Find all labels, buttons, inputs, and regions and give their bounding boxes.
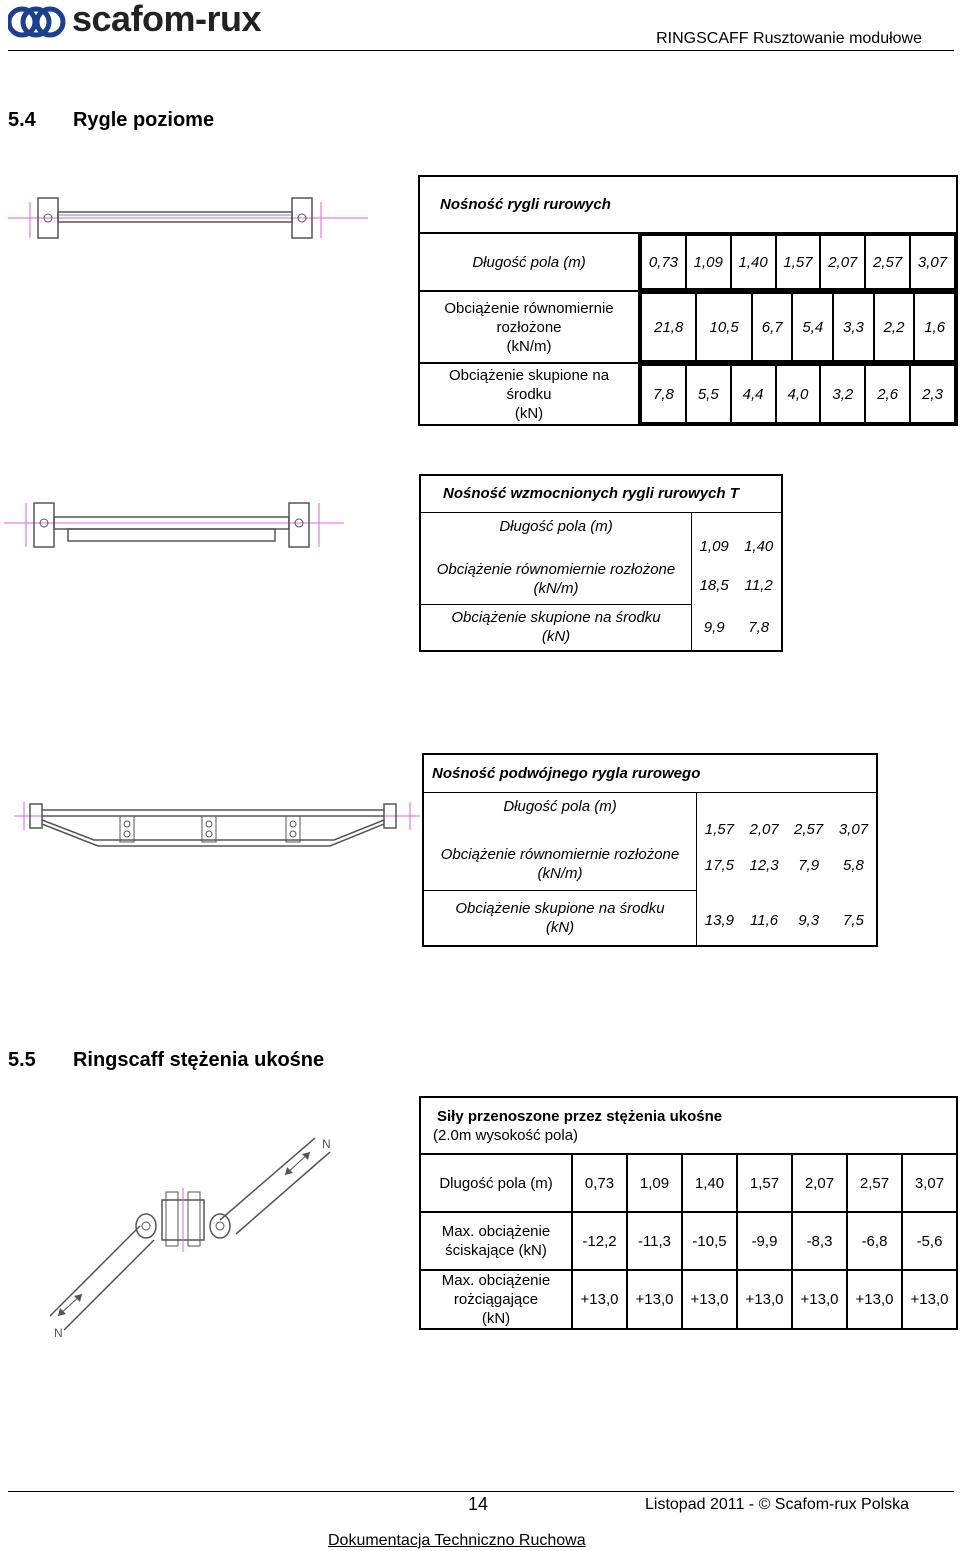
uniform-cell: 2,2 [874,293,915,361]
section-5-5-heading [8,1049,324,1072]
compress-cell: -9,9 [737,1212,792,1270]
row-label-point: Obciążenie skupione na środku (kN) [419,363,639,425]
row-label-length: Długość pola (m) [423,792,697,838]
table-title: Siły przenoszone przez stężenia ukośne [437,1107,723,1125]
double-ledger-drawing [14,800,420,860]
compress-cell: -6,8 [847,1212,902,1270]
row-label-tension: Max. obciążenie rożciągające (kN) [420,1270,572,1329]
tension-cell: +13,0 [792,1270,847,1329]
length-cell: 0,73 [572,1154,627,1212]
row-label-length: Dlugość pola (m) [420,1154,572,1212]
table-title: Nośność wzmocnionych rygli rurowych T [420,475,782,512]
point-cell: 4,4 [731,365,776,423]
logo-rings-icon [8,2,68,42]
uniform-cell: 1,6 [914,293,955,361]
length-cell: 2,07 [820,235,865,289]
table-title: Nośność podwójnego rygla rurowego [423,754,877,792]
tension-cell: +13,0 [737,1270,792,1329]
point-cell: 7,8 [748,618,770,636]
doc-link[interactable]: Dokumentacja Techniczno Ruchowa [328,1532,586,1549]
length-cell: 2,57 [847,1154,902,1212]
reinforced-ledger-table [419,474,783,652]
row-label-uniform: Obciążenie równomiernie rozłożone (kN/m) [423,838,697,890]
page-number: 14 [468,1494,489,1514]
uniform-cell: 11,2 [744,577,773,594]
compress-cell: -5,6 [902,1212,957,1270]
tension-cell: +13,0 [627,1270,682,1329]
length-cell: 3,07 [902,1154,957,1212]
table-title: Nośność rygli rurowych [419,176,957,233]
section-number: 5.4 [8,109,36,131]
row-label-compress: Max. obciążenie ściskające (kN) [420,1212,572,1270]
uniform-cell: 3,3 [833,293,874,361]
uniform-cell: 7,9 [798,857,820,874]
point-cell: 4,0 [776,365,821,423]
company-logo [8,0,308,44]
tension-cell: +13,0 [847,1270,902,1329]
uniform-cell: 10,5 [696,293,751,361]
force-label-top: N [322,1137,331,1151]
uniform-cell: 17,5 [704,857,734,874]
length-cell: 0,73 [641,235,686,289]
point-cell: 7,5 [843,912,864,929]
row-label-point: Obciążenie skupione na środku (kN) [423,890,697,946]
ledger-drawing [8,192,368,252]
length-cell: 2,07 [792,1154,847,1212]
row-label-point: Obciążenie skupione na środku (kN) [420,604,692,651]
compress-cell: -11,3 [627,1212,682,1270]
length-cell: 3,07 [910,235,955,289]
length-cell: 1,40 [731,235,776,289]
point-cell: 2,6 [865,365,910,423]
length-cell: 1,09 [627,1154,682,1212]
row-label-uniform: Obciążenie równomiernie rozłożone (kN/m) [419,291,639,363]
row-label-length: Długość pola (m) [419,233,639,291]
length-cell: 1,57 [737,1154,792,1212]
row-label-length: Długość pola (m) [420,512,692,555]
length-cell: 1,57 [704,821,734,838]
point-cell: 11,6 [750,912,779,929]
point-cell: 9,3 [798,912,820,929]
section-5-4-heading [8,109,214,132]
tension-cell: +13,0 [572,1270,627,1329]
doc-title: RINGSCAFF Rusztowanie modułowe [656,30,922,47]
footer-divider [8,1491,954,1492]
length-cell: 1,57 [776,235,821,289]
length-cell: 2,57 [794,821,824,838]
tension-cell: +13,0 [902,1270,957,1329]
logo-text: scafom-rux [72,0,262,39]
compress-cell: -8,3 [792,1212,847,1270]
uniform-cell: 5,8 [843,857,864,874]
uniform-cell: 12,3 [749,857,779,874]
section-number: 5.5 [8,1049,36,1071]
force-label-bottom: N [54,1326,63,1340]
diagonal-brace-drawing [40,1130,340,1345]
section-title: Rygle poziome [72,109,215,131]
point-cell: 5,5 [686,365,731,423]
uniform-cell: 6,7 [752,293,793,361]
diagonal-brace-table [419,1096,958,1330]
point-cell: 13,9 [704,912,734,929]
point-cell: 3,2 [820,365,865,423]
length-cell: 1,40 [744,538,774,555]
compress-cell: -12,2 [572,1212,627,1270]
table-subtitle: (2.0m wysokość pola) [433,1126,579,1144]
double-ledger-table [422,753,878,947]
reinforced-ledger-drawing [4,497,344,557]
uniform-cell: 21,8 [641,293,696,361]
length-cell: 1,40 [682,1154,737,1212]
tension-cell: +13,0 [682,1270,737,1329]
point-cell: 7,8 [641,365,686,423]
section-title: Ringscaff stężenia ukośne [72,1049,325,1071]
row-label-uniform: Obciążenie równomiernie rozłożone (kN/m) [420,555,692,604]
length-cell: 1,09 [686,235,731,289]
footer-copyright: Listopad 2011 - © Scafom-rux Polska [645,1496,910,1513]
length-cell: 3,07 [838,821,869,838]
length-cell: 1,09 [699,538,729,555]
table-title-cell [420,1097,957,1154]
compress-cell: -10,5 [682,1212,737,1270]
point-cell: 9,9 [703,618,725,636]
length-cell: 2,07 [749,821,779,838]
header-divider [8,50,954,51]
uniform-cell: 18,5 [699,577,729,594]
ledger-capacity-table [418,175,958,426]
length-cell: 2,57 [865,235,910,289]
point-cell: 2,3 [910,365,955,423]
uniform-cell: 5,4 [792,293,833,361]
